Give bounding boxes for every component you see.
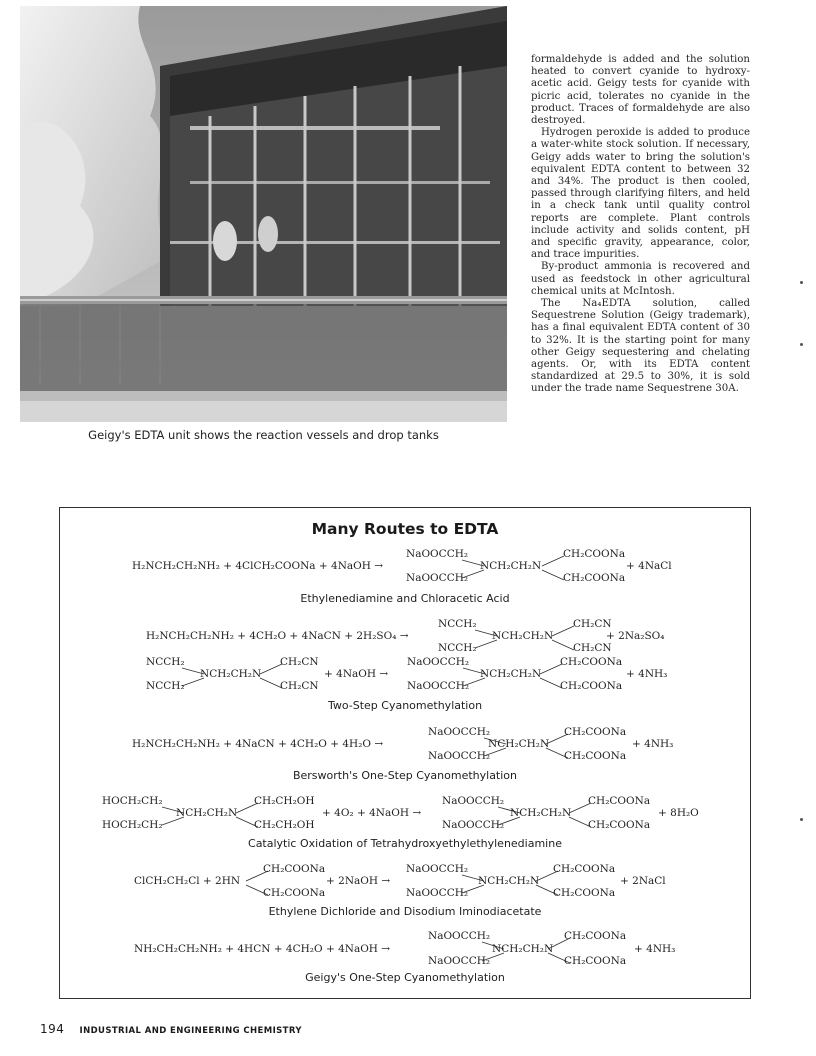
ethylene-backbone: NCH₂CH₂N [510,807,572,819]
ethylene-backbone: NCH₂CH₂N [480,668,542,680]
reactants: H₂NCH₂CH₂NH₂ + 4NaCN + 4CH₂O + 4H₂O → [132,738,384,750]
lower-left-group: NaOOCCH₂ [406,887,469,899]
reagents: + 4O₂ + 4NaOH → [322,807,422,819]
margin-mark [800,281,803,284]
reagents: + 4NaOH → [324,668,389,680]
paragraph: Hydrogen peroxide is added to produce a water-white stock solution. If necessary, Geigy adds water to bring the solution's equivalent EDTA content to between 32 and 34%. The product is then cooled, passed through clarifying filters, and held in a check tank until quality control reports are complete. Plant controls include activity and solids content, pH and specific gravity, appearance, color, and trace impurities. [531,127,750,261]
lower-right-group: CH₂COONa [564,955,627,967]
page-number: 194 [40,1022,65,1036]
body-text-column [531,54,750,396]
lower-left-group: NaOOCCH₂ [428,750,491,762]
margin-mark [800,818,803,821]
upper-left-group: NaOOCCH₂ [407,656,470,668]
upper-left-group: NCCH₂ [146,656,185,668]
reaction-4-label: Catalytic Oxidation of Tetrahydroxyethylethylenediamine [248,837,562,850]
lower-left-group: NaOOCCH₂ [407,680,470,692]
byproduct: + 8H₂O [658,807,699,819]
reaction-6-label: Geigy's One-Step Cyanomethylation [305,971,505,984]
margin-mark [800,343,803,346]
lower-left-group: NCCH₂ [438,642,477,654]
paragraph: The Na₄EDTA solution, called Sequestrene Solution (Geigy trademark), has a final equivalent EDTA content of 30 to 32%. It is the starting point for many other Geigy sequestering and chelating agents. Or, with its EDTA content standardized at 29.5 to 30%, it is sold under the trade name Sequestrene 30A. [531,298,750,395]
reaction-5-label: Ethylene Dichloride and Disodium Iminodiacetate [268,905,542,918]
upper-right-group: CH₂CN [280,656,319,668]
upper-left-group: NaOOCCH₂ [428,930,491,942]
lower-left-group: NaOOCCH₂ [442,819,505,831]
upper-right-group: CH₂COONa [564,726,627,738]
upper-right-group: CH₂COONa [263,863,326,875]
lower-right-group: CH₂CN [573,642,612,654]
lower-right-group: CH₂CH₂OH [254,819,315,831]
upper-left-group: HOCH₂CH₂ [102,795,163,807]
upper-right-group: CH₂CN [573,618,612,630]
lower-right-group: CH₂COONa [560,680,623,692]
ethylene-backbone: NCH₂CH₂N [200,668,262,680]
plant-photo-illustration [20,6,507,422]
lower-right-group: CH₂COONa [553,887,616,899]
byproduct: + 4NH₃ [634,943,676,955]
upper-left-group: NaOOCCH₂ [406,548,469,560]
upper-right-group: CH₂COONa [553,863,616,875]
ethylene-backbone: NCH₂CH₂N [492,943,554,955]
lower-right-group: CH₂COONa [263,887,326,899]
page-footer [40,1018,302,1037]
lower-left-group: NCCH₂ [146,680,185,692]
upper-right-group: CH₂CH₂OH [254,795,315,807]
plant-photo [20,6,507,422]
reaction-1-label: Ethylenediamine and Chloracetic Acid [300,592,510,605]
reaction-3-label: Bersworth's One-Step Cyanomethylation [292,769,518,782]
byproduct: + 2Na₂SO₄ [606,630,665,642]
edta-routes-figure [59,507,751,999]
lower-left-group: NaOOCCH₂ [406,572,469,584]
byproduct: + 4NH₃ [632,738,674,750]
upper-right-group: CH₂COONa [563,548,626,560]
byproduct: + 2NaCl [620,875,666,887]
reactants: ClCH₂CH₂Cl + 2HN [134,875,241,887]
reactants: NH₂CH₂CH₂NH₂ + 4HCN + 4CH₂O + 4NaOH → [134,943,391,955]
reactants: H₂NCH₂CH₂NH₂ + 4ClCH₂COONa + 4NaOH → [132,560,384,572]
ethylene-backbone: NCH₂CH₂N [176,807,238,819]
journal-name: INDUSTRIAL AND ENGINEERING CHEMISTRY [79,1026,302,1036]
figure-title: Many Routes to EDTA [311,520,499,538]
reagents: + 2NaOH → [326,875,391,887]
byproduct: + 4NaCl [626,560,672,572]
upper-right-group: CH₂COONa [588,795,651,807]
upper-left-group: NaOOCCH₂ [442,795,505,807]
upper-right-group: CH₂COONa [560,656,623,668]
lower-right-group: CH₂CN [280,680,319,692]
reaction-2-label: Two-Step Cyanomethylation [327,699,483,712]
upper-left-group: NCCH₂ [438,618,477,630]
ethylene-backbone: NCH₂CH₂N [492,630,554,642]
lower-right-group: CH₂COONa [563,572,626,584]
ethylene-backbone: NCH₂CH₂N [480,560,542,572]
paragraph: By-product ammonia is recovered and used as feedstock in other agricultural chemical units at McIntosh. [531,261,750,297]
reactants: H₂NCH₂CH₂NH₂ + 4CH₂O + 4NaCN + 2H₂SO₄ → [146,630,409,642]
lower-left-group: HOCH₂CH₂ [102,819,163,831]
byproduct: + 4NH₃ [626,668,668,680]
lower-right-group: CH₂COONa [588,819,651,831]
paragraph: formaldehyde is added and the solution heated to convert cyanide to hydroxy-acetic acid. Geigy tests for cyanide with picric acid, tolerates no cyanide in the product. Traces of formaldehyde are also destroyed. [531,54,750,127]
upper-right-group: CH₂COONa [564,930,627,942]
upper-left-group: NaOOCCH₂ [406,863,469,875]
photo-caption: Geigy's EDTA unit shows the reaction vessels and drop tanks [88,428,439,442]
ethylene-backbone: NCH₂CH₂N [478,875,540,887]
upper-left-group: NaOOCCH₂ [428,726,491,738]
lower-left-group: NaOOCCH₂ [428,955,491,967]
lower-right-group: CH₂COONa [564,750,627,762]
ethylene-backbone: NCH₂CH₂N [488,738,550,750]
